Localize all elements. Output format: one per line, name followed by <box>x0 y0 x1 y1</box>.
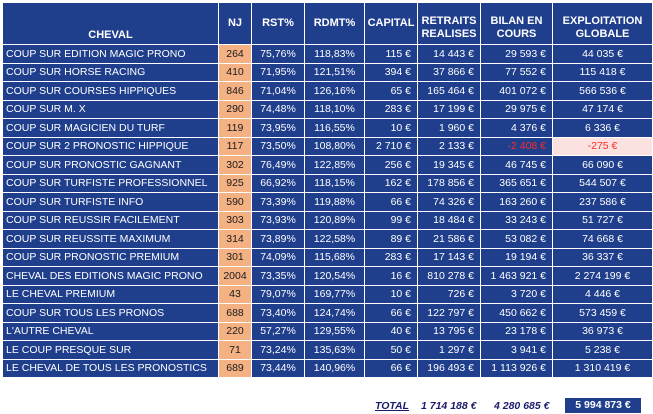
header-rdmt: RDMT% <box>305 3 365 45</box>
cell-bilan: 401 072 € <box>481 82 553 101</box>
cell-rdmt: 118,83% <box>305 45 365 64</box>
cell-nj: 846 <box>219 82 252 101</box>
cell-rdmt: 120,89% <box>305 211 365 230</box>
header-exploitation-line2: GLOBALE <box>575 28 630 40</box>
cell-rst: 73,44% <box>252 359 305 378</box>
cell-rst: 74,48% <box>252 100 305 119</box>
cell-rdmt: 169,77% <box>305 285 365 304</box>
cell-cheval: L'AUTRE CHEVAL <box>3 322 219 341</box>
cell-bilan: 29 593 € <box>481 45 553 64</box>
cell-retraits: 17 143 € <box>418 248 481 267</box>
cell-bilan: 29 975 € <box>481 100 553 119</box>
table-row <box>3 341 653 360</box>
cell-retraits: 178 856 € <box>418 174 481 193</box>
cell-retraits: 196 493 € <box>418 359 481 378</box>
cell-bilan: 46 745 € <box>481 156 553 175</box>
cell-rst: 73,24% <box>252 341 305 360</box>
cell-retraits: 74 326 € <box>418 193 481 212</box>
cell-rst: 75,76% <box>252 45 305 64</box>
cell-rst: 73,93% <box>252 211 305 230</box>
cell-nj: 925 <box>219 174 252 193</box>
cell-capital: 394 € <box>365 63 418 82</box>
cell-rdmt: 126,16% <box>305 82 365 101</box>
cell-nj: 301 <box>219 248 252 267</box>
cell-rst: 73,89% <box>252 230 305 249</box>
cell-bilan: 19 194 € <box>481 248 553 267</box>
cell-nj: 119 <box>219 119 252 138</box>
cell-rdmt: 122,85% <box>305 156 365 175</box>
totals-row <box>0 398 653 414</box>
cell-nj: 590 <box>219 193 252 212</box>
table-row <box>3 156 653 175</box>
cell-rdmt: 119,88% <box>305 193 365 212</box>
cell-exploitation: 1 310 419 € <box>553 359 653 378</box>
cell-exploitation: 573 459 € <box>553 304 653 323</box>
cell-cheval: COUP SUR TURFISTE INFO <box>3 193 219 212</box>
header-capital: CAPITAL <box>365 3 418 45</box>
table-row <box>3 322 653 341</box>
cell-cheval: COUP SUR 2 PRONOSTIC HIPPIQUE <box>3 137 219 156</box>
cell-cheval: COUP SUR M. X <box>3 100 219 119</box>
table-row <box>3 174 653 193</box>
cell-exploitation: 237 586 € <box>553 193 653 212</box>
cell-capital: 115 € <box>365 45 418 64</box>
cell-rdmt: 121,51% <box>305 63 365 82</box>
cell-cheval: COUP SUR EDITION MAGIC PRONO <box>3 45 219 64</box>
table-row <box>3 211 653 230</box>
cell-bilan: 450 662 € <box>481 304 553 323</box>
cell-capital: 66 € <box>365 193 418 212</box>
cell-cheval: LE COUP PRESQUE SUR <box>3 341 219 360</box>
header-bilan-line2: COURS <box>496 28 537 40</box>
cell-bilan: 4 376 € <box>481 119 553 138</box>
cell-cheval: COUP SUR TOUS LES PRONOS <box>3 304 219 323</box>
header-retraits-line2: REALISES <box>421 28 477 40</box>
cell-nj: 302 <box>219 156 252 175</box>
cell-bilan: -2 408 € <box>481 137 553 156</box>
cell-capital: 16 € <box>365 267 418 286</box>
cell-exploitation: 74 668 € <box>553 230 653 249</box>
header-row <box>3 3 653 45</box>
cell-rst: 73,95% <box>252 119 305 138</box>
cell-rst: 66,92% <box>252 174 305 193</box>
cell-bilan: 365 651 € <box>481 174 553 193</box>
cell-nj: 220 <box>219 322 252 341</box>
cell-capital: 10 € <box>365 119 418 138</box>
total-exploitation: 5 994 873 € <box>565 398 641 413</box>
cell-cheval: COUP SUR HORSE RACING <box>3 63 219 82</box>
cell-retraits: 2 133 € <box>418 137 481 156</box>
cell-nj: 71 <box>219 341 252 360</box>
header-exploitation-line1: EXPLOITATION <box>562 15 643 27</box>
cell-bilan: 77 552 € <box>481 63 553 82</box>
cell-nj: 264 <box>219 45 252 64</box>
cell-retraits: 122 797 € <box>418 304 481 323</box>
cell-rdmt: 118,15% <box>305 174 365 193</box>
cell-cheval: COUP SUR PRONOSTIC PREMIUM <box>3 248 219 267</box>
table-row <box>3 304 653 323</box>
cell-capital: 40 € <box>365 322 418 341</box>
cell-exploitation: 66 090 € <box>553 156 653 175</box>
cell-exploitation: 47 174 € <box>553 100 653 119</box>
cell-retraits: 13 795 € <box>418 322 481 341</box>
cell-capital: 283 € <box>365 248 418 267</box>
cell-exploitation: 544 507 € <box>553 174 653 193</box>
cell-bilan: 33 243 € <box>481 211 553 230</box>
cell-rdmt: 116,55% <box>305 119 365 138</box>
cell-rdmt: 118,10% <box>305 100 365 119</box>
cell-retraits: 18 484 € <box>418 211 481 230</box>
header-nj: NJ <box>219 3 252 45</box>
cell-bilan: 3 941 € <box>481 341 553 360</box>
cell-retraits: 1 297 € <box>418 341 481 360</box>
cell-nj: 2004 <box>219 267 252 286</box>
table-row <box>3 267 653 286</box>
table-row <box>3 119 653 138</box>
cell-capital: 162 € <box>365 174 418 193</box>
cell-capital: 283 € <box>365 100 418 119</box>
cell-exploitation: -275 € <box>553 137 653 156</box>
cell-capital: 65 € <box>365 82 418 101</box>
cell-rdmt: 115,68% <box>305 248 365 267</box>
cell-rdmt: 122,58% <box>305 230 365 249</box>
total-label: TOTAL <box>375 400 410 412</box>
table-row <box>3 230 653 249</box>
cell-rst: 73,35% <box>252 267 305 286</box>
cell-nj: 314 <box>219 230 252 249</box>
cell-exploitation: 2 274 199 € <box>553 267 653 286</box>
cell-retraits: 17 199 € <box>418 100 481 119</box>
cell-cheval: CHEVAL DES EDITIONS MAGIC PRONO <box>3 267 219 286</box>
table-row <box>3 137 653 156</box>
cell-capital: 99 € <box>365 211 418 230</box>
cell-cheval: COUP SUR MAGICIEN DU TURF <box>3 119 219 138</box>
cell-exploitation: 4 446 € <box>553 285 653 304</box>
cell-exploitation: 51 727 € <box>553 211 653 230</box>
table-row <box>3 100 653 119</box>
cell-rst: 71,04% <box>252 82 305 101</box>
cell-bilan: 1 113 926 € <box>481 359 553 378</box>
cell-rst: 74,09% <box>252 248 305 267</box>
cell-nj: 410 <box>219 63 252 82</box>
cell-exploitation: 44 035 € <box>553 45 653 64</box>
header-cheval: CHEVAL <box>3 3 219 45</box>
table-row <box>3 63 653 82</box>
table-row <box>3 193 653 212</box>
cell-nj: 689 <box>219 359 252 378</box>
cell-capital: 10 € <box>365 285 418 304</box>
cell-nj: 303 <box>219 211 252 230</box>
cell-cheval: COUP SUR PRONOSTIC GAGNANT <box>3 156 219 175</box>
header-retraits-line1: RETRAITS <box>421 15 477 27</box>
header-bilan <box>481 3 553 45</box>
cell-bilan: 23 178 € <box>481 322 553 341</box>
table-row <box>3 285 653 304</box>
cell-capital: 66 € <box>365 359 418 378</box>
cell-rdmt: 135,63% <box>305 341 365 360</box>
cell-cheval: COUP SUR REUSSITE MAXIMUM <box>3 230 219 249</box>
cell-nj: 43 <box>219 285 252 304</box>
cell-retraits: 21 586 € <box>418 230 481 249</box>
cell-capital: 2 710 € <box>365 137 418 156</box>
cell-exploitation: 6 336 € <box>553 119 653 138</box>
cell-capital: 89 € <box>365 230 418 249</box>
cell-cheval: LE CHEVAL PREMIUM <box>3 285 219 304</box>
cell-rdmt: 108,80% <box>305 137 365 156</box>
cell-rst: 71,95% <box>252 63 305 82</box>
cell-exploitation: 36 337 € <box>553 248 653 267</box>
cell-exploitation: 5 238 € <box>553 341 653 360</box>
cell-cheval: COUP SUR TURFISTE PROFESSIONNEL <box>3 174 219 193</box>
cell-bilan: 53 082 € <box>481 230 553 249</box>
cell-nj: 290 <box>219 100 252 119</box>
header-retraits <box>418 3 481 45</box>
cell-nj: 688 <box>219 304 252 323</box>
cell-cheval: COUP SUR REUSSIR FACILEMENT <box>3 211 219 230</box>
cell-exploitation: 566 536 € <box>553 82 653 101</box>
cell-exploitation: 36 973 € <box>553 322 653 341</box>
cell-retraits: 14 443 € <box>418 45 481 64</box>
header-exploitation <box>553 3 653 45</box>
header-rst: RST% <box>252 3 305 45</box>
cell-rdmt: 140,96% <box>305 359 365 378</box>
cell-capital: 66 € <box>365 304 418 323</box>
table-row <box>3 45 653 64</box>
cell-rst: 73,39% <box>252 193 305 212</box>
cell-bilan: 3 720 € <box>481 285 553 304</box>
cell-retraits: 19 345 € <box>418 156 481 175</box>
table-row <box>3 359 653 378</box>
header-bilan-line1: BILAN EN <box>490 15 543 27</box>
table-row <box>3 248 653 267</box>
cell-retraits: 726 € <box>418 285 481 304</box>
cell-capital: 50 € <box>365 341 418 360</box>
cell-rst: 79,07% <box>252 285 305 304</box>
cell-rdmt: 129,55% <box>305 322 365 341</box>
cell-rst: 73,50% <box>252 137 305 156</box>
cell-bilan: 1 463 921 € <box>481 267 553 286</box>
cell-nj: 117 <box>219 137 252 156</box>
results-table <box>2 2 653 378</box>
cell-rdmt: 120,54% <box>305 267 365 286</box>
cell-cheval: LE CHEVAL DE TOUS LES PRONOSTICS <box>3 359 219 378</box>
cell-cheval: COUP SUR COURSES HIPPIQUES <box>3 82 219 101</box>
table-row <box>3 82 653 101</box>
cell-capital: 256 € <box>365 156 418 175</box>
cell-retraits: 810 278 € <box>418 267 481 286</box>
cell-rdmt: 124,74% <box>305 304 365 323</box>
cell-retraits: 1 960 € <box>418 119 481 138</box>
cell-rst: 76,49% <box>252 156 305 175</box>
cell-exploitation: 115 418 € <box>553 63 653 82</box>
cell-bilan: 163 260 € <box>481 193 553 212</box>
total-bilan: 4 280 685 € <box>494 400 550 412</box>
cell-rst: 73,40% <box>252 304 305 323</box>
total-retraits: 1 714 188 € <box>421 400 477 412</box>
cell-retraits: 165 464 € <box>418 82 481 101</box>
cell-retraits: 37 866 € <box>418 63 481 82</box>
cell-rst: 57,27% <box>252 322 305 341</box>
